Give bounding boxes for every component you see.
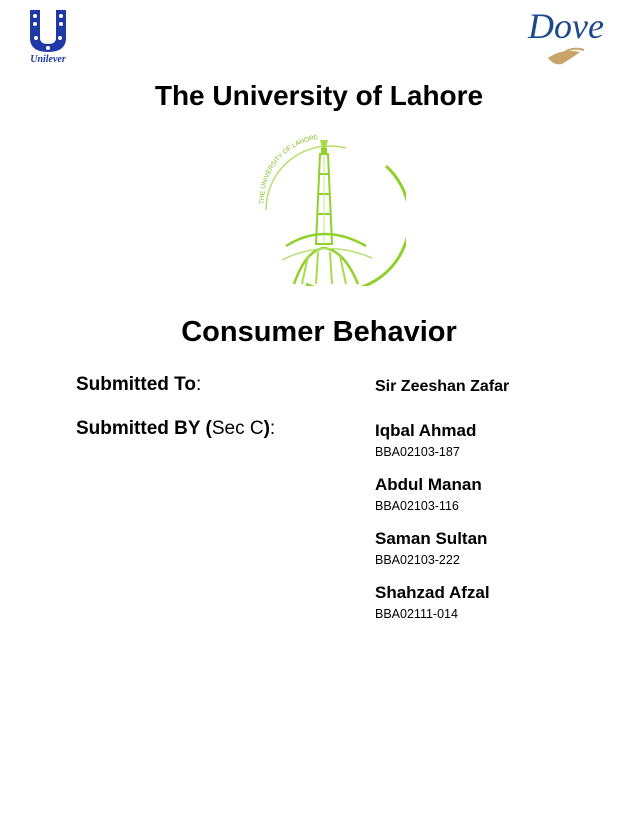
submitted-to-label xyxy=(76,374,201,396)
unilever-wordmark: Unilever xyxy=(30,54,66,64)
page-title: The University of Lahore xyxy=(154,80,484,111)
dove-wordmark: Dove xyxy=(528,6,604,46)
member-name: Saman Sultan xyxy=(375,529,488,548)
dove-bird-icon xyxy=(518,6,614,70)
submitted-by-label xyxy=(76,418,275,440)
unilever-u-icon xyxy=(22,8,74,64)
submitted-by-colon: : xyxy=(269,418,276,439)
member-id: BBA02103-222 xyxy=(375,553,460,567)
submitted-by-text: Submitted BY ( xyxy=(76,418,212,439)
submitted-to-text: Submitted To xyxy=(76,374,196,395)
course-title: Consumer Behavior xyxy=(181,316,457,348)
teacher-name: Sir Zeeshan Zafar xyxy=(375,378,510,395)
member-item xyxy=(375,475,482,513)
member-item xyxy=(375,583,490,621)
university-emblem xyxy=(246,134,406,286)
member-item xyxy=(375,421,476,459)
member-name: Abdul Manan xyxy=(375,475,482,494)
section-text: Sec C xyxy=(211,418,264,439)
member-name: Iqbal Ahmad xyxy=(375,421,477,440)
submitted-by-close: ) xyxy=(263,418,270,439)
minar-emblem-icon xyxy=(246,134,406,286)
emblem-arc-text: THE UNIVERSITY OF LAHORE xyxy=(258,134,319,205)
member-id: BBA02111-014 xyxy=(375,607,458,621)
unilever-logo xyxy=(22,8,74,64)
member-item xyxy=(375,529,487,567)
member-id: BBA02103-187 xyxy=(375,445,460,459)
dove-logo xyxy=(518,6,614,70)
member-id: BBA02103-116 xyxy=(375,499,459,513)
submitted-to-colon: : xyxy=(195,374,202,395)
member-name: Shahzad Afzal xyxy=(375,583,490,602)
